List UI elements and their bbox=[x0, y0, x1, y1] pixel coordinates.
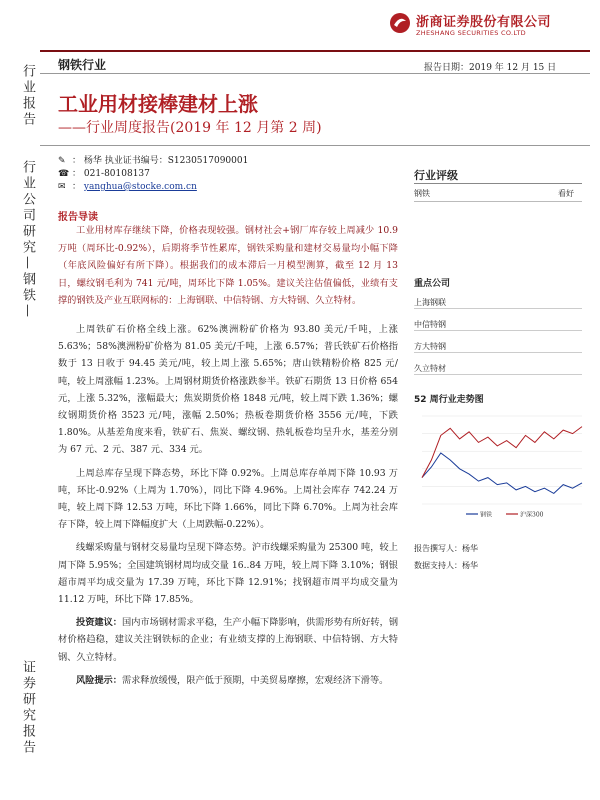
chart-series-line-1 bbox=[422, 427, 582, 478]
paragraph-inventory: 上周总库存呈现下降态势，环比下降 0.92%。上周总库存单周下降 10.93 万吨，环比-0.92%（上周为 1.70%），同比下降 4.96%。上周社会库存 742.24 万吨，较上周下降 12.53 万吨，环比下降 1.66%，同比下降 6.70%。上周为社会库存下降，较上周下降幅度扩大（上周跌幅-0.22%）。 bbox=[58, 467, 398, 531]
divider bbox=[40, 73, 590, 74]
pen-icon: ✎ bbox=[58, 156, 66, 166]
contact-row bbox=[414, 543, 478, 554]
guide-summary: 工业用材库存继续下降，价格表现较强。钢材社会+钢厂库存较上周减少 10.9 万吨（周环比-0.92%），后期将季节性累库，钢铁采购量和建材交易量均小幅下降（年底风险偏好有所下降）。根据我们的成本滞后一月模型测算，截至 12 月 13 日，螺纹钢毛利为 741 元/吨，周环比下降 1.05%。建议关注估值偏低，业绩有支撑的钢铁及产业互联网标的：上海钢联、中信特钢、方大特钢、久立特材。 bbox=[58, 225, 398, 306]
contact-label: 报告撰写人： bbox=[414, 544, 462, 553]
company-name: 浙商证券股份有限公司 bbox=[416, 15, 552, 30]
logo-icon bbox=[389, 12, 411, 34]
paragraph-trading: 线螺采购量与钢材交易量均呈现下降态势。沪市线螺采购量为 25300 吨，较上周下降 5.95%；全国建筑钢材周均成交量 16..84 万吨，较上周下降 3.10%；钢银超市周平均成交量为 17.39 万吨，环比下降 12.91%；找钢超市周平均成交量为 11.12 万吨，环比下降 17.85%。 bbox=[58, 542, 398, 606]
risk-label: 风险提示： bbox=[76, 674, 122, 686]
legend-label-steel: 钢铁 bbox=[480, 511, 493, 519]
contact-name: 杨华 bbox=[462, 544, 478, 553]
author-email-link[interactable]: yanghua@stocke.com.cn bbox=[83, 182, 197, 192]
guide-title: 报告导读 bbox=[58, 212, 98, 223]
phone-icon: ☎ bbox=[58, 169, 70, 179]
chart-grid bbox=[422, 416, 582, 504]
side-label-bottom: 证券研究报告 bbox=[20, 660, 35, 756]
contact-row bbox=[414, 560, 478, 571]
divider bbox=[414, 183, 582, 184]
report-date-label: 报告日期： bbox=[424, 63, 470, 73]
legend-label-hs300: 沪深300 bbox=[520, 511, 544, 519]
contact-label: 数据支持人： bbox=[414, 561, 462, 570]
chart-title: 52 周行业走势图 bbox=[414, 395, 484, 405]
key-company-item: 上海钢联 bbox=[414, 292, 582, 309]
divider bbox=[414, 201, 582, 202]
report-body bbox=[58, 321, 398, 695]
risk-text: 需求释放缓慢，限产低于预期，中美贸易摩擦，宏观经济下滑等。 bbox=[121, 674, 389, 686]
key-companies-title: 重点公司 bbox=[414, 279, 451, 289]
paragraph-investment bbox=[58, 614, 398, 666]
report-title: 工业用材接棒建材上涨 bbox=[58, 92, 258, 116]
key-company-item: 方大特钢 bbox=[414, 336, 582, 353]
chart-series-line-0 bbox=[422, 453, 582, 493]
divider bbox=[40, 145, 590, 146]
author-name: ： 杨华 执业证书编号：S1230517090001 bbox=[72, 156, 249, 166]
header-divider bbox=[40, 50, 590, 52]
author-phone: ： 021-80108137 bbox=[72, 169, 150, 179]
side-label-top: 行业报告 bbox=[20, 64, 35, 128]
email-prefix: ： bbox=[72, 182, 84, 192]
rating-value: 看好 bbox=[558, 189, 574, 198]
contact-name: 杨华 bbox=[462, 561, 478, 570]
key-company-item: 中信特钢 bbox=[414, 314, 582, 331]
sector-label: 钢铁行业 bbox=[58, 58, 107, 72]
report-date-value: 2019 年 12 月 15 日 bbox=[469, 63, 557, 73]
chart-lines bbox=[422, 427, 582, 494]
trend-chart bbox=[416, 412, 586, 522]
company-name-en: ZHESHANG SECURITIES CO.LTD bbox=[416, 29, 526, 37]
rating-row bbox=[414, 188, 582, 199]
investment-label: 投资建议： bbox=[76, 617, 123, 629]
rating-sector: 钢铁 bbox=[414, 189, 430, 198]
paragraph-risk bbox=[58, 672, 398, 689]
chart-legend bbox=[466, 511, 544, 519]
investment-text: 国内市场钢材需求平稳，生产小幅下降影响，供需形势有所好转，钢材价格趋稳，建议关注钢铁标的企业；有业绩支撑的上海钢联、中信特钢、方大特钢、久立特材。 bbox=[58, 617, 399, 663]
key-company-item: 久立特材 bbox=[414, 358, 582, 375]
report-date bbox=[424, 60, 556, 73]
paragraph-ore: 上周铁矿石价格全线上涨。62%澳洲粉矿价格为 93.80 美元/千吨，上涨 5.63%；58%澳洲粉矿价格为 81.05 美元/千吨，上涨 6.57%；普氏铁矿石价格指数于 13 日收于 94.45 美元/吨，较上周上涨 5.65%；唐山铁精粉价格 825 元/吨，较上周涨幅 1.23%。上周钢材期货价格涨跌参半。铁矿石期货 13 日价格 654 元，上涨 5.32%，涨幅最大；焦炭期货价格 1848 元/吨，较上周下跌 1.36%；螺纹钢期货价格 3523 元/吨，涨幅 2.50%；热板卷期货价格 3556 元/吨，下跌 1.80%。从基差角度来看，铁矿石、焦炭、螺纹钢、热轧板卷均呈升水，基差分别为 67 元、2 元、387 元、334 元。 bbox=[58, 324, 398, 456]
email-icon: ✉ bbox=[58, 182, 66, 192]
report-subtitle: ——行业周度报告(2019 年 12 月第 2 周) bbox=[58, 120, 322, 136]
author-block bbox=[58, 155, 248, 194]
side-label-middle: 行业公司研究—钢铁— bbox=[20, 160, 35, 320]
rating-title: 行业评级 bbox=[414, 169, 458, 182]
